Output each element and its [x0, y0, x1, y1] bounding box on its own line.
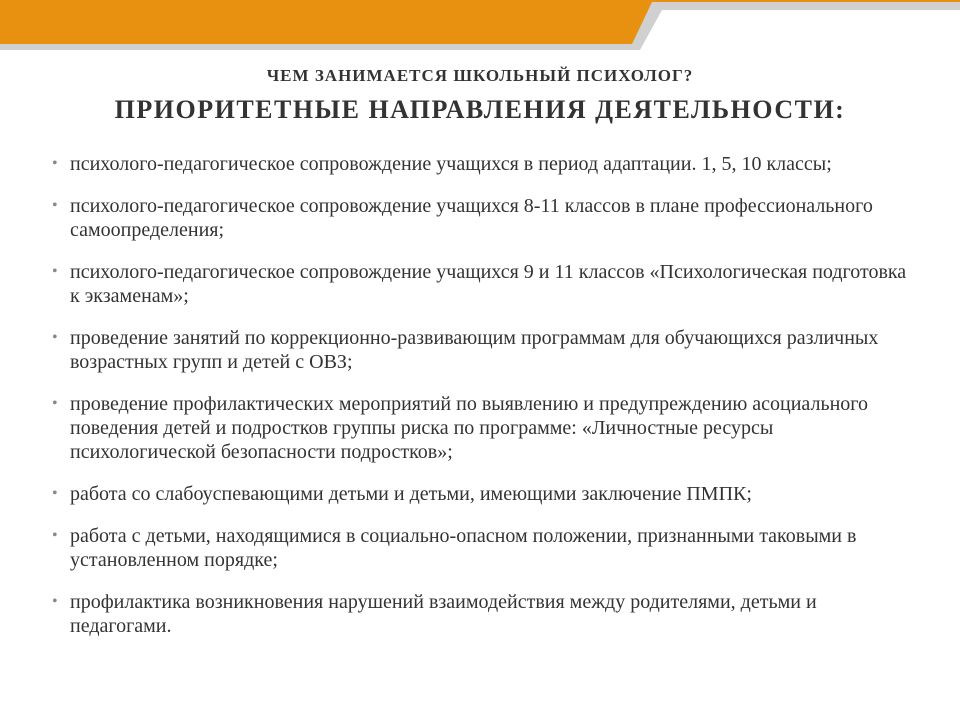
list-item-text: проведение занятий по коррекционно-развивающим программам для обучающихся различных возрастных групп и детей с ОВЗ; [70, 327, 879, 373]
bullet-icon: • [52, 593, 58, 610]
list-item [52, 482, 912, 506]
bullet-icon: • [52, 485, 58, 502]
list-item [52, 590, 912, 638]
list-item [52, 194, 912, 242]
bullet-icon: • [52, 527, 58, 544]
activity-list [52, 152, 912, 656]
title-block [0, 64, 960, 126]
list-item [52, 524, 912, 572]
bullet-icon: • [52, 197, 58, 214]
header-band-shape [0, 0, 960, 58]
slide-subtitle: ЧЕМ ЗАНИМАЕТСЯ ШКОЛЬНЫЙ ПСИХОЛОГ? [266, 66, 694, 85]
list-item [52, 392, 912, 464]
list-item-text: профилактика возникновения нарушений взаимодействия между родителями, детьми и педагогами. [70, 591, 817, 637]
bullet-icon: • [52, 329, 58, 346]
bullet-icon: • [52, 395, 58, 412]
list-item-text: проведение профилактических мероприятий по выявлению и предупреждению асоциального поведения детей и подростков группы риска по программе: «Личностные ресурсы психологической безопасности подростков»; [70, 393, 868, 463]
list-item [52, 326, 912, 374]
list-item [52, 260, 912, 308]
list-item-text: психолого-педагогическое сопровождение учащихся в период адаптации. 1, 5, 10 классы; [70, 153, 832, 175]
list-item-text: работа со слабоуспевающими детьми и детьми, имеющими заключение ПМПК; [70, 483, 752, 505]
list-item-text: работа с детьми, находящимися в социально-опасном положении, признанными таковыми в установленном порядке; [70, 525, 857, 571]
list-item [52, 152, 912, 176]
slide-title: ПРИОРИТЕТНЫЕ НАПРАВЛЕНИЯ ДЕЯТЕЛЬНОСТИ: [114, 95, 846, 124]
header-band [0, 0, 960, 58]
list-item-text: психолого-педагогическое сопровождение учащихся 8-11 классов в плане профессионального самоопределения; [70, 195, 873, 241]
list-item-text: психолого-педагогическое сопровождение учащихся 9 и 11 классов «Психологическая подготовка к экзаменам»; [70, 261, 907, 307]
bullet-icon: • [52, 263, 58, 280]
bullet-icon: • [52, 155, 58, 172]
